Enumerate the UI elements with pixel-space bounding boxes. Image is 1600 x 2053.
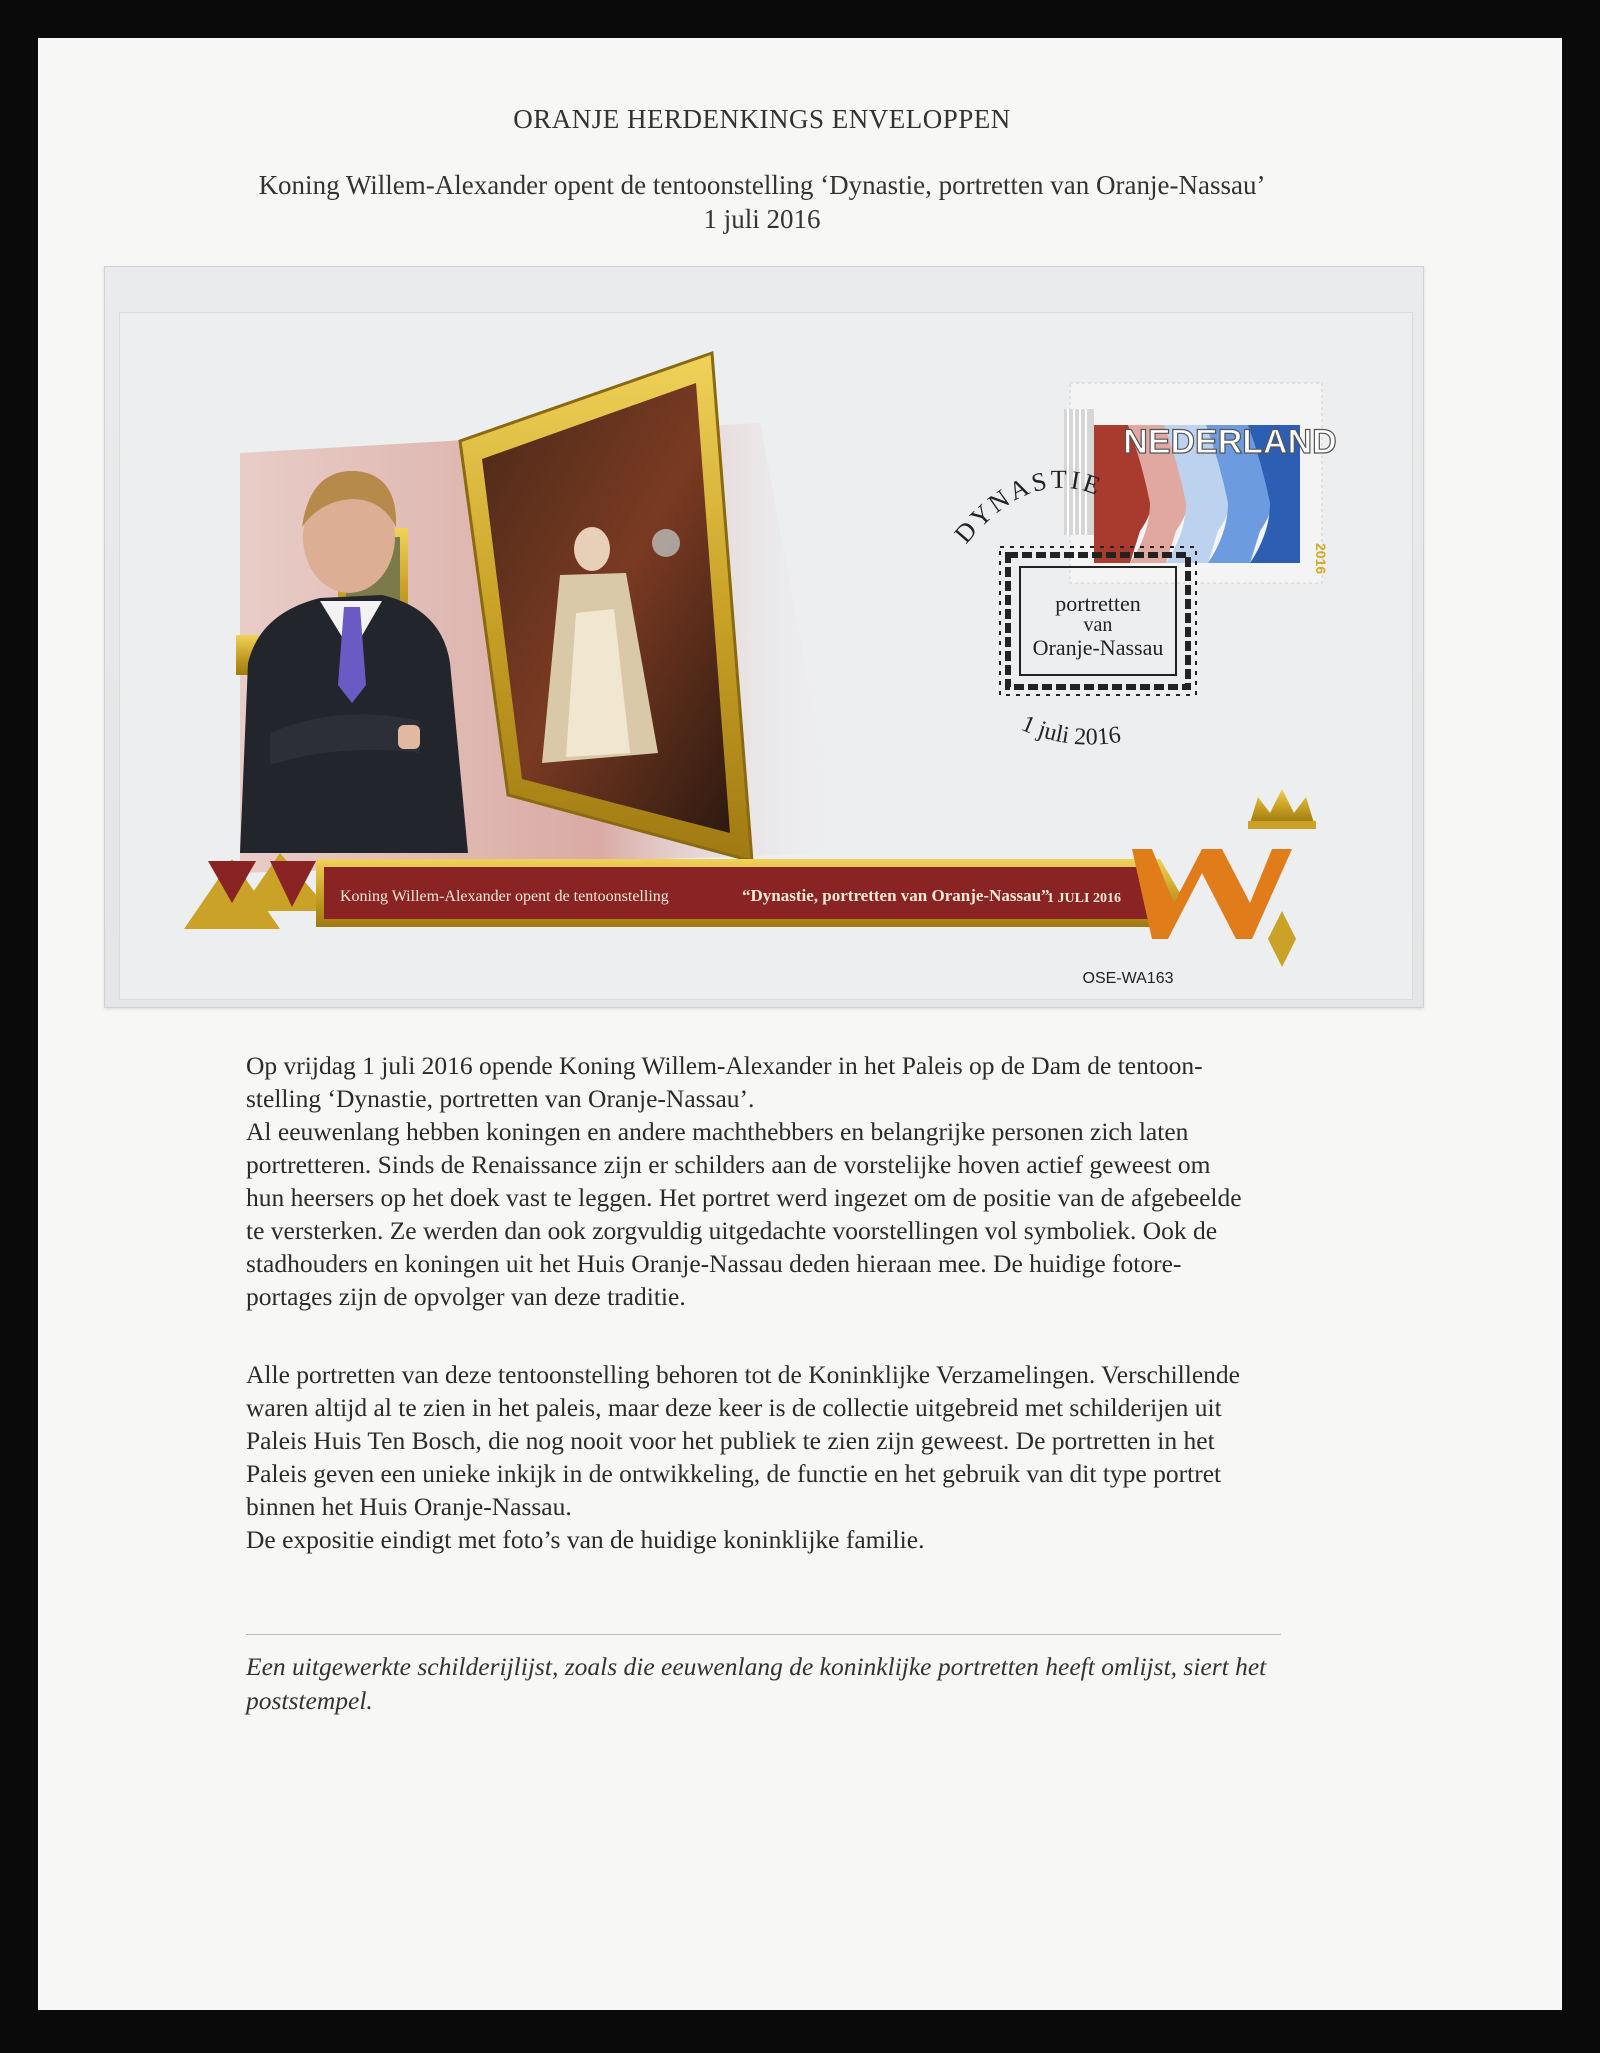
page-subtitle — [0, 168, 1524, 236]
text-line: portages zijn de opvolger van deze traditie. — [246, 1282, 686, 1311]
text-line: stadhouders en koningen uit het Huis Oranje-Nassau deden hieraan mee. De huidige fotore- — [246, 1249, 1182, 1278]
text-line: Alle portretten van deze tentoonstelling behoren tot de Koninklijke Verzamelingen. Verschillende — [246, 1360, 1240, 1389]
postmark-line-3: Oranje-Nassau — [1032, 635, 1164, 660]
postmark-line-1: portretten — [1055, 591, 1141, 616]
text-line: Paleis geven een unieke inkijk in de ontwikkeling, de functie en het gebruik van dit type portret — [246, 1459, 1222, 1488]
text-line: waren altijd al te zien in het paleis, maar deze keer is de collectie uitgebreid met schilderijen uit — [246, 1393, 1222, 1422]
commemorative-banner — [184, 853, 1180, 929]
postage-stamp — [1064, 383, 1337, 583]
banner-quote: “Dynastie, portretten van Oranje-Nassau” — [742, 886, 1050, 905]
subtitle-line-1: Koning Willem-Alexander opent de tentoonstelling ‘Dynastie, portretten van Oranje-Nassau’ — [258, 170, 1266, 200]
text-line: De expositie eindigt met foto’s van de huidige koninklijke familie. — [246, 1525, 925, 1554]
text-line: stelling ‘Dynastie, portretten van Oranje-Nassau’. — [246, 1084, 755, 1113]
text-line: Al eeuwenlang hebben koningen en andere machthebbers en belangrijke personen zich laten — [246, 1117, 1189, 1146]
caption-line-1: Een uitgewerkte schilderijlijst, zoals die eeuwenlang de koninklijke portretten heeft omlijst, siert het — [246, 1652, 1267, 1681]
caption-line-2: poststempel. — [246, 1686, 373, 1715]
text-line: Paleis Huis Ten Bosch, die nog nooit voor het publiek te zien zijn geweest. De portretten in het — [246, 1426, 1215, 1455]
page-title: ORANJE HERDENKINGS ENVELOPPEN — [513, 104, 1011, 134]
postmark-caption — [246, 1650, 1281, 1718]
text-line: binnen het Huis Oranje-Nassau. — [246, 1492, 572, 1521]
body-paragraph-1 — [246, 1049, 1281, 1313]
royal-monogram — [1132, 789, 1316, 967]
postmark-line-2: van — [1083, 614, 1113, 636]
text-line: portretteren. Sinds de Renaissance zijn er schilders aan de vorstelijke hoven actief geweest om — [246, 1150, 1211, 1179]
banner-date: 1 JULI 2016 — [1047, 891, 1121, 906]
postmark-top-text: DYNASTIE — [948, 464, 1107, 549]
text-line: hun heersers op het doek vast te leggen. Het portret werd ingezet om de positie van de afgebeelde — [246, 1183, 1242, 1212]
caption-divider — [246, 1634, 1281, 1635]
text-line: Op vrijdag 1 juli 2016 opende Koning Willem-Alexander in het Paleis op de Dam de tentoon- — [246, 1051, 1203, 1080]
stamp-year: 2016 — [1313, 543, 1329, 575]
postmark-date: 1 juli 2016 — [1017, 710, 1123, 751]
gallery-photo — [236, 353, 840, 873]
commemorative-envelope — [119, 312, 1413, 1000]
subtitle-date: 1 juli 2016 — [703, 204, 821, 234]
catalog-code: OSE-WA163 — [1082, 970, 1174, 987]
banner-text: Koning Willem-Alexander opent de tentoonstelling — [340, 888, 669, 905]
envelope-artwork — [120, 313, 1412, 999]
body-paragraph-2 — [246, 1358, 1281, 1556]
stamp-country: NEDERLAND — [1123, 423, 1337, 461]
text-line: te versterken. Ze werden dan ook zorgvuldig uitgedachte voorstellingen vol symboliek. Ook de — [246, 1216, 1218, 1245]
